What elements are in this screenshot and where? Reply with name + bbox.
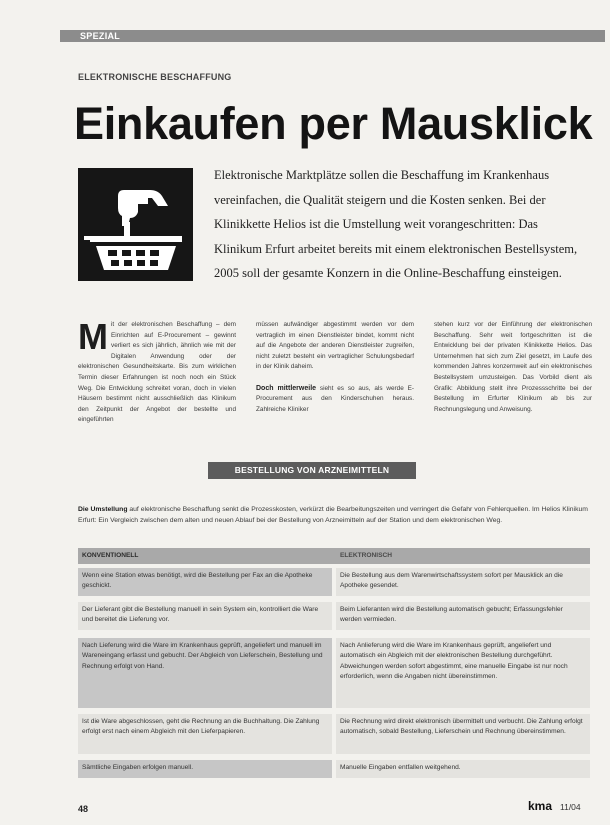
table-cell-electronic: Nach Anlieferung wird die Ware im Krankenhaus geprüft, angeliefert und automatisch ein Abgleich mit der elektronischen Bestellung durchgeführt. Abweichungen werden sofort abgestimmt, eine manuelle Eingabe ist nur noch erforderlich, wenn die Angaben nicht übereinstimmen. bbox=[336, 638, 590, 708]
table-cell-conventional: Der Lieferant gibt die Bestellung manuell in sein System ein, kontrolliert die Ware und bereitet die Lieferung vor. bbox=[78, 602, 332, 630]
column-2-leadin: Doch mittlerweile bbox=[256, 384, 317, 392]
table-cell-electronic: Beim Lieferanten wird die Bestellung automatisch gebucht; Erfassungsfehler werden vermieden. bbox=[336, 602, 590, 630]
section-header-bar bbox=[60, 30, 605, 42]
table-cell-conventional: Ist die Ware abgeschlossen, geht die Rechnung an die Buchhaltung. Die Zahlung erfolgt erst nach einem Abgleich mit den Lieferpapieren. bbox=[78, 714, 332, 754]
article-intro: Elektronische Marktplätze sollen die Beschaffung im Krankenhaus vereinfachen, die Qualität steigern und die Kosten senken. Bei der Klinikkette Helios ist die Umstellung weit vorangeschritten: Das Klinikum Erfurt arbeitet bereits mit einem elektronischen Bestellsystem, 2005 soll der gesamte Konzern in die Online-Beschaffung einsteigen. bbox=[214, 168, 578, 281]
box-intro bbox=[78, 504, 590, 527]
body-column-2 bbox=[256, 320, 414, 415]
section-label: SPEZIAL bbox=[80, 31, 121, 41]
article-kicker: ELEKTRONISCHE BESCHAFFUNG bbox=[78, 72, 232, 82]
table-cell-electronic: Die Bestellung aus dem Warenwirtschaftssystem sofort per Mausklick an die Apotheke gesendet. bbox=[336, 568, 590, 596]
table-cell-electronic: Die Rechnung wird direkt elektronisch übermittelt und verbucht. Die Zahlung erfolgt automatisch, sobald Bestellung, Lieferschein und Rechnung übereinstimmen. bbox=[336, 714, 590, 754]
article-headline: Einkaufen per Mausklick bbox=[74, 98, 593, 149]
table-row bbox=[78, 714, 590, 754]
shopping-basket-hand-icon bbox=[78, 168, 193, 281]
page-number: 48 bbox=[78, 804, 89, 814]
table-cell-conventional: Nach Lieferung wird die Ware im Krankenhaus geprüft, angeliefert und manuell im Wareneingang erfasst und gebucht. Der Abgleich von Lieferschein, Bestellung und Rechnung erfolgt von Hand. bbox=[78, 638, 332, 708]
table-cell-conventional: Sämtliche Eingaben erfolgen manuell. bbox=[78, 760, 332, 778]
column-2-text: müssen aufwändiger abgestimmt werden vor dem vertraglich im einen Dienstleister bindet, kommt nicht auf die Angebote der anderen Dienstleister zugreifen, nicht zuletzt besteht ein vertraglicher Schulungsbedarf in der Klinik daheim. bbox=[256, 321, 414, 371]
box-intro-text: auf elektronische Beschaffung senkt die Prozesskosten, verkürzt die Bearbeitungszeiten und verringert die Gefahr von Fehlerquellen. Im Helios Klinikum Erfurt: Ein Vergleich zwischen dem alten und neuen Ablauf bei der Bestellung von Arzneimitteln auf der Station und dem elektronischen Weg. bbox=[78, 506, 588, 525]
column-2-text-2: sieht es so aus, als werde E-Procurement aus den Kinderschuhen heraus. Zahlreiche Kliniker bbox=[256, 384, 414, 413]
box-intro-leadin: Die Umstellung bbox=[78, 506, 128, 513]
column-1-text: it der elektronischen Beschaffung – dem Einrichten auf E-Procurement – gewinnt verliert es sich jährlich, ähnlich wie mit der Digitalen Anwendung oder der elektronischen Gesundheitskarte. Bis zum wirklichen Termin dieser Erfahrungen ist noch noch ein Stück Weg. Die Entwicklung schreitet voran, doch in vielen Häusern bestimmt nicht ausschließlich das Klinikum den Zeitpunkt der Angebot der bestellte und eingeführten bbox=[78, 321, 236, 424]
issue-number: 11/04 bbox=[560, 802, 581, 812]
table-row bbox=[78, 638, 590, 708]
table-cell-conventional: Wenn eine Station etwas benötigt, wird die Bestellung per Fax an die Apotheke geschickt. bbox=[78, 568, 332, 596]
basket-icon-graphic bbox=[78, 168, 193, 281]
table-row bbox=[78, 602, 590, 630]
table-header-electronic: ELEKTRONISCH bbox=[340, 552, 393, 559]
column-3-text: stehen kurz vor der Einführung der elektronischen Beschaffung. Sehr weit fortgeschritten ist die Entwicklung bei der privaten Klinikkette Helios. Das Unternehmen hat sich zum Ziel gesetzt, im Laufe des kommenden Jahres konzernweit auf ein elektronisches Bestellsystem umzusteigen. Das Vorbild dient als Grafik: Abbildung stellt ihre Prozessschritte bei der Bestellung im Erfurter Klinikum ab bis zur Rechnungslegung und Anweisung. bbox=[434, 321, 592, 413]
table-cell-electronic: Manuelle Eingaben entfallen weitgehend. bbox=[336, 760, 590, 778]
table-header-conventional: KONVENTIONELL bbox=[82, 552, 139, 559]
table-row bbox=[78, 568, 590, 596]
drop-cap: M bbox=[78, 316, 108, 357]
article-body bbox=[78, 316, 592, 455]
body-column-1 bbox=[78, 316, 236, 426]
body-column-3 bbox=[434, 320, 592, 415]
box-banner: BESTELLUNG VON ARZNEIMITTELN bbox=[208, 462, 416, 479]
table-row bbox=[78, 760, 590, 778]
magazine-logo: kma bbox=[528, 799, 553, 813]
table-header bbox=[78, 548, 590, 564]
